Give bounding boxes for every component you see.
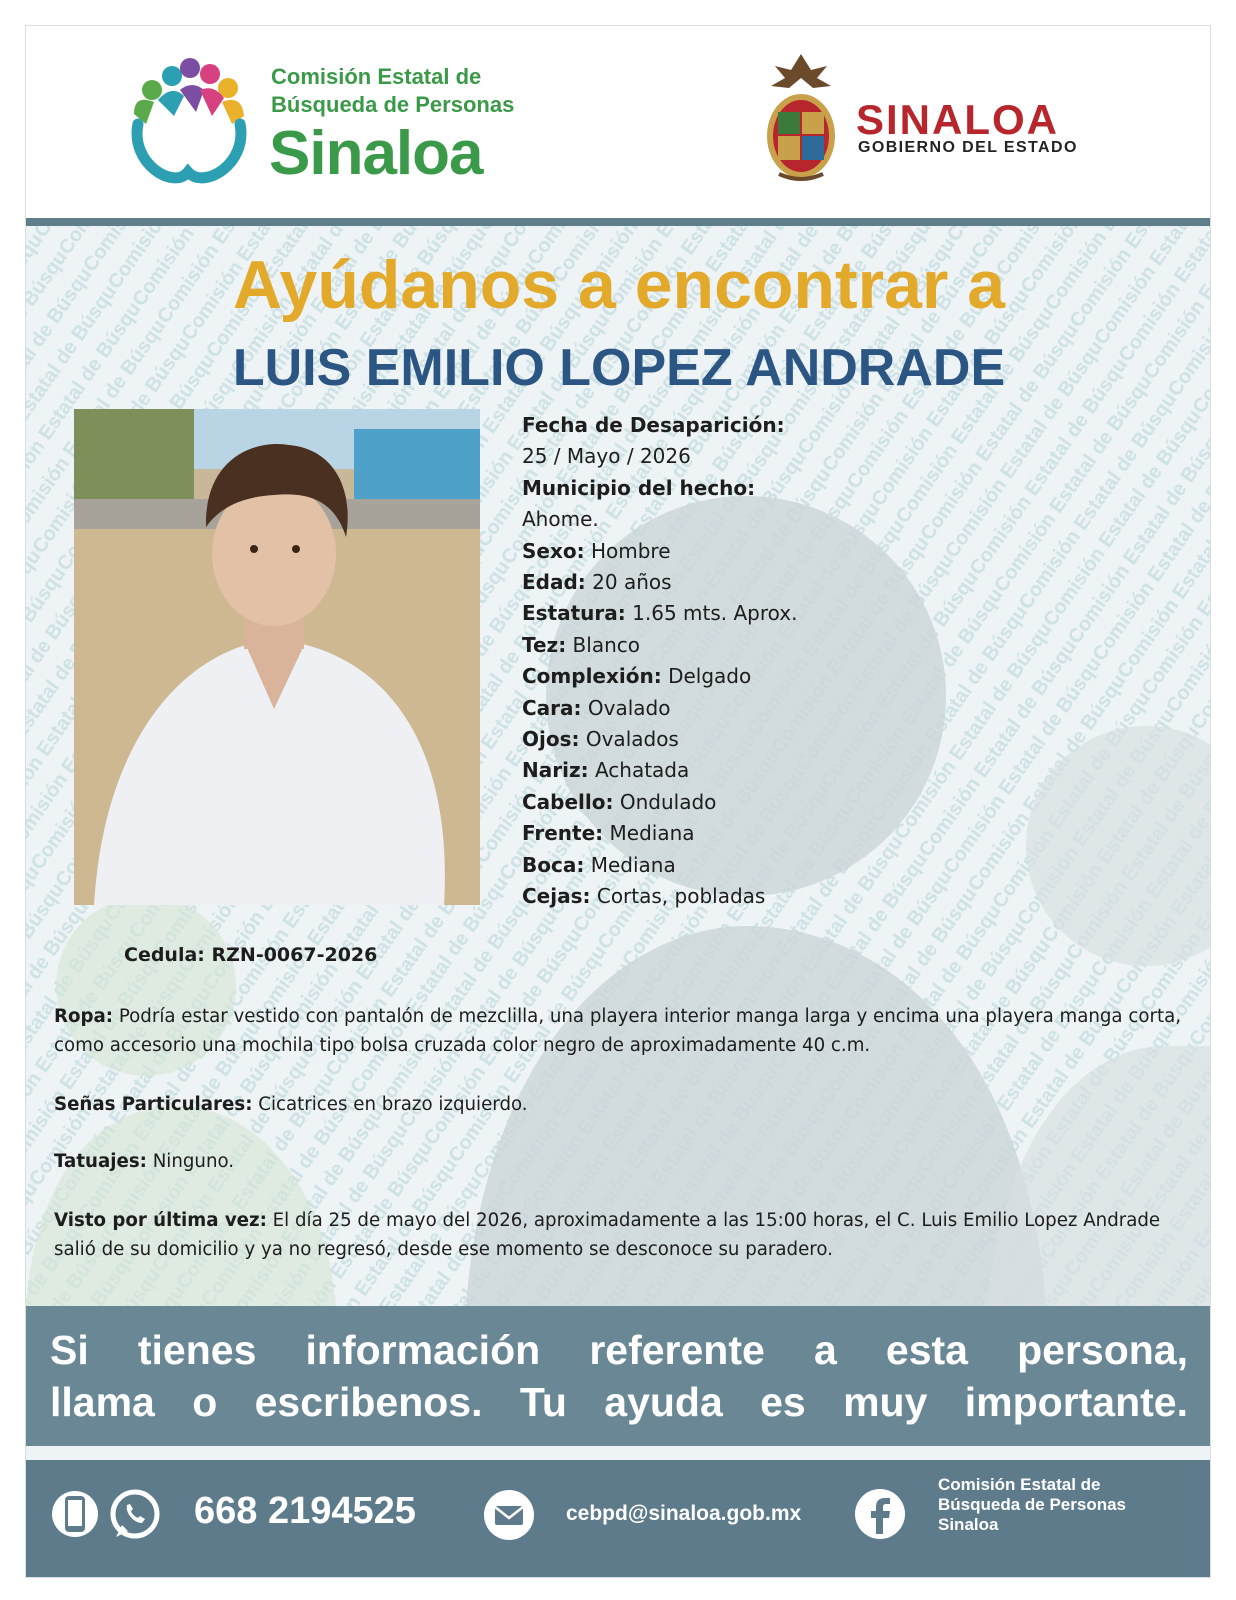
boca-label: Boca: xyxy=(522,852,585,877)
missing-person-name: LUIS EMILIO LOPEZ ANDRADE xyxy=(232,339,1006,397)
fb-line-2: Búsqueda de Personas xyxy=(938,1495,1127,1514)
cabello-row xyxy=(522,787,1162,818)
fecha-label: Fecha de Desaparición: xyxy=(522,413,785,437)
cejas-label: Cejas: xyxy=(522,884,591,909)
cejas-value: Cortas, pobladas xyxy=(590,884,766,909)
mobile-phone-icon[interactable] xyxy=(51,1488,99,1540)
ojos-value: Ovalados xyxy=(579,727,679,752)
senas-text: Cicatrices en brazo izquierdo. xyxy=(252,1094,528,1115)
nariz-row xyxy=(522,755,1162,786)
cara-label: Cara: xyxy=(522,695,582,720)
nariz-value: Achatada xyxy=(588,758,690,783)
missing-person-poster xyxy=(25,25,1211,1578)
nariz-label: Nariz: xyxy=(522,758,589,783)
sinaloa-coat-of-arms xyxy=(761,48,841,188)
senas-label: Señas Particulares: xyxy=(54,1094,253,1115)
cabello-value: Ondulado xyxy=(613,789,717,814)
ojos-row xyxy=(522,724,1162,755)
frente-row xyxy=(522,818,1162,849)
cedula-value: RZN-0067-2026 xyxy=(211,944,378,966)
estatura-row xyxy=(522,598,1162,629)
envelope-icon[interactable] xyxy=(483,1489,535,1541)
estatura-label: Estatura: xyxy=(522,601,626,626)
band-spacer xyxy=(26,1446,1211,1460)
person-details xyxy=(522,410,1162,913)
tatuajes-label: Tatuajes: xyxy=(54,1151,147,1172)
tatuajes-paragraph xyxy=(54,1147,1184,1176)
content-area xyxy=(26,226,1211,1306)
gobierno-del-estado-subtitle: GOBIERNO DEL ESTADO xyxy=(858,139,1078,156)
fecha-value: 25 / Mayo / 2026 xyxy=(522,444,691,469)
complexion-value: Delgado xyxy=(661,664,752,689)
email-address[interactable]: cebpd@sinaloa.gob.mx xyxy=(566,1502,802,1525)
boca-value: Mediana xyxy=(584,852,676,877)
ropa-paragraph xyxy=(54,1002,1184,1060)
ropa-text: Podría estar vestido con pantalón de mezclilla, una playera interior manga larga y encima una playera manga corta, como accesorio una mochila tipo bolsa cruzada color negro de aproximadamente 40 c.m. xyxy=(54,1006,1182,1056)
cebp-name-line1: Comisión Estatal de xyxy=(271,64,482,89)
tez-value: Blanco xyxy=(566,632,641,657)
cebp-name-line2: Búsqueda de Personas xyxy=(271,92,515,117)
cebp-name-line3: Sinaloa xyxy=(269,119,483,188)
headline: Ayúdanos a encontrar a xyxy=(232,247,1006,323)
ropa-label: Ropa: xyxy=(54,1006,114,1027)
ojos-label: Ojos: xyxy=(522,727,580,752)
header-divider xyxy=(26,218,1211,226)
edad-value: 20 años xyxy=(585,570,672,595)
boca-row xyxy=(522,850,1162,881)
visto-paragraph xyxy=(54,1206,1184,1264)
estatura-value: 1.65 mts. Aprox. xyxy=(625,601,798,626)
cebp-logo xyxy=(124,54,254,194)
frente-value: Mediana xyxy=(603,821,695,846)
sexo-label: Sexo: xyxy=(522,538,585,563)
fb-line-3: Sinaloa xyxy=(938,1515,999,1534)
contact-footer xyxy=(26,1460,1211,1578)
tez-label: Tez: xyxy=(522,632,567,657)
sinaloa-title: SINALOA xyxy=(856,96,1059,143)
cta-line-2: llama o escribenos. Tu ayuda es muy importante. xyxy=(50,1379,1188,1425)
phone-number[interactable]: 668 2194525 xyxy=(194,1490,416,1532)
fb-line-1: Comisión Estatal de xyxy=(938,1475,1101,1494)
municipio-value: Ahome. xyxy=(522,507,599,532)
tatuajes-text: Ninguno. xyxy=(146,1151,235,1172)
cedula xyxy=(124,944,377,966)
facebook-page-name[interactable] xyxy=(938,1475,1126,1535)
cabello-label: Cabello: xyxy=(522,789,614,814)
municipio-label: Municipio del hecho: xyxy=(522,475,756,500)
frente-label: Frente: xyxy=(522,821,604,846)
sexo-row xyxy=(522,536,1162,567)
facebook-icon[interactable] xyxy=(854,1488,906,1540)
edad-label: Edad: xyxy=(522,570,586,595)
tez-row xyxy=(522,630,1162,661)
cara-value: Ovalado xyxy=(581,695,671,720)
cara-row xyxy=(522,693,1162,724)
whatsapp-icon[interactable] xyxy=(108,1487,162,1541)
cta-line-1: Si tienes información referente a esta persona, xyxy=(50,1327,1188,1373)
complexion-row xyxy=(522,661,1162,692)
complexion-label: Complexión: xyxy=(522,664,662,689)
edad-row xyxy=(522,567,1162,598)
sexo-value: Hombre xyxy=(584,538,671,563)
header xyxy=(26,26,1211,221)
senas-paragraph xyxy=(54,1090,1184,1119)
cejas-row xyxy=(522,881,1162,912)
visto-text: El día 25 de mayo del 2026, aproximadamente a las 15:00 horas, el C. Luis Emilio Lopez Andrade salió de su domicilio y ya no regresó, desde ese momento se desconoce su paradero. xyxy=(54,1210,1161,1260)
call-to-action-band xyxy=(26,1306,1211,1446)
missing-person-photo xyxy=(74,409,480,905)
cedula-label: Cedula: xyxy=(124,944,212,966)
visto-label: Visto por última vez: xyxy=(54,1210,267,1231)
